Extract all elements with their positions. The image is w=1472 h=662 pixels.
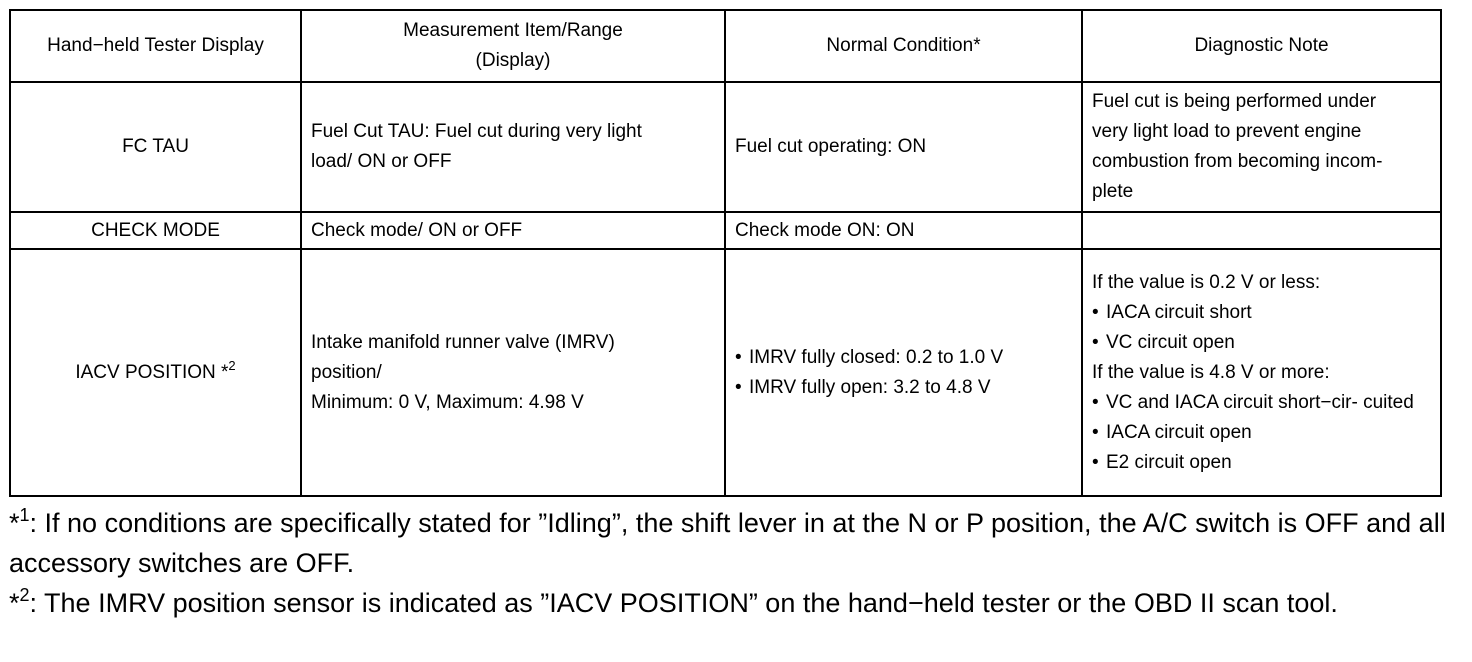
bullet-item: • E2 circuit open [1092, 448, 1431, 478]
display-label: IACV POSITION * [75, 361, 229, 383]
table-header-row [10, 10, 1441, 82]
cell-tester-display: FC TAU [10, 82, 301, 212]
cell-diagnostic-note [1082, 212, 1441, 249]
data-list-table [9, 9, 1442, 497]
bullet-item: • IACA circuit short [1092, 298, 1431, 328]
footnote-1 [9, 503, 1449, 583]
cell-diagnostic-note [1082, 249, 1441, 496]
table-row [10, 249, 1441, 496]
header-tester-display: Hand−held Tester Display [10, 10, 301, 82]
footnote-ref: 2 [228, 357, 236, 373]
bullet-item: • VC circuit open [1092, 328, 1431, 358]
footnote-text: : The IMRV position sensor is indicated as ”IACV POSITION” on the hand−held tester or the OBD II scan tool. [29, 588, 1338, 618]
header-normal-condition: Normal Condition* [725, 10, 1082, 82]
cell-tester-display [10, 249, 301, 496]
cell-measurement [301, 82, 725, 212]
text-line: load/ ON or OFF [311, 151, 452, 172]
footnote-marker: * [9, 588, 20, 618]
text-line: Fuel cut operating: ON [735, 136, 927, 157]
bullet-item: • IMRV fully closed: 0.2 to 1.0 V [735, 343, 1072, 373]
cell-diagnostic-note [1082, 82, 1441, 212]
footnote-number: 1 [19, 505, 30, 525]
text-line: Check mode ON: ON [735, 219, 915, 241]
text-line: combustion from becoming incom- [1092, 151, 1383, 172]
footnote-number: 2 [19, 585, 30, 605]
bullet-item: • IMRV fully open: 3.2 to 4.8 V [735, 373, 1072, 403]
document-page [9, 9, 1446, 623]
cell-normal-condition [725, 82, 1082, 212]
text-line: Fuel Cut TAU: Fuel cut during very light [311, 121, 642, 142]
table-row [10, 82, 1441, 212]
text-line: Minimum: 0 V, Maximum: 4.98 V [311, 391, 584, 413]
text-line: If the value is 4.8 V or more: [1092, 361, 1330, 383]
text-line: very light load to prevent engine [1092, 121, 1362, 142]
text-line: If the value is 0.2 V or less: [1092, 271, 1321, 293]
footnote-marker: * [9, 508, 20, 538]
footnote-text: : If no conditions are specifically stated for ”Idling”, the shift lever in at the N or P position, the A/C switch is OFF and all accessory switches are OFF. [9, 508, 1446, 578]
text-line: position/ [311, 361, 382, 383]
text-line: plete [1092, 181, 1134, 202]
table-row [10, 212, 1441, 249]
cell-measurement [301, 212, 725, 249]
cell-normal-condition [725, 249, 1082, 496]
text-line: Fuel cut is being performed under [1092, 91, 1377, 112]
header-measurement-line-1: Measurement Item/Range [403, 20, 623, 41]
cell-tester-display: CHECK MODE [10, 212, 301, 249]
bullet-item: • IACA circuit open [1092, 418, 1431, 448]
footnote-2 [9, 583, 1449, 623]
header-diagnostic-note: Diagnostic Note [1082, 10, 1441, 82]
cell-measurement [301, 249, 725, 496]
header-measurement-line-2: (Display) [475, 50, 551, 71]
bullet-item: • VC and IACA circuit short−cir- cuited [1092, 388, 1431, 418]
text-line: Check mode/ ON or OFF [311, 219, 523, 241]
text-line: Intake manifold runner valve (IMRV) [311, 331, 615, 353]
cell-normal-condition [725, 212, 1082, 249]
footnotes [9, 503, 1449, 623]
header-measurement-item [301, 10, 725, 82]
